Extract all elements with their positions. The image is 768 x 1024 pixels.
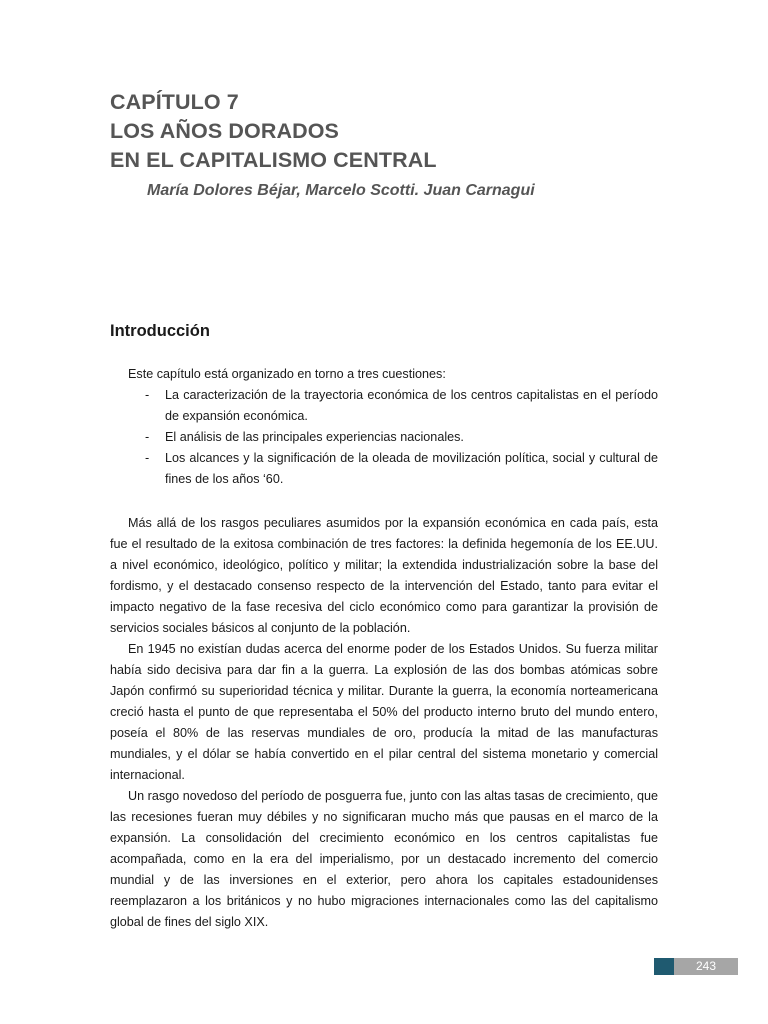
page-number: 243 (674, 958, 738, 975)
paragraph: Más allá de los rasgos peculiares asumidos por la expansión económica en cada país, esta fue el resultado de la exitosa combinación de tres factores: la definida hegemonía de los EE.UU. a nivel económico, ideológico, político y militar; la extendida industrialización sobre la base del fordismo, y el destacado consenso respecto de la intervención del Estado, tanto para evitar el impacto negativo de la fase recesiva del ciclo económico como para garantizar la provisión de servicios sociales básicos al conjunto de la población. (110, 516, 658, 635)
chapter-heading (110, 88, 670, 175)
bullet-dash: - (145, 388, 150, 402)
paragraph: Un rasgo novedoso del período de posguerra fue, junto con las altas tasas de crecimiento, que las recesiones fueran muy débiles y no significaran mucho más que pausas en el marco de la expansión. La consolidación del crecimiento económico en los centros capitalistas fue acompañada, como en la era del imperialismo, por un destacado incremento del comercio mundial y de las inversiones en el exterior, pero ahora los capitales estadounidenses reemplazaron a los británicos y no hubo migraciones internacionales como las del capitalismo global de fines del siglo XIX. (110, 789, 658, 929)
list-item-text: La caracterización de la trayectoria económica de los centros capitalistas en el período de expansión económica. (165, 388, 658, 423)
section-title: Introducción (110, 322, 210, 340)
page-number-accent (654, 958, 674, 975)
chapter-title-line-1: LOS AÑOS DORADOS (110, 119, 339, 143)
list-item-text: El análisis de las principales experiencias nacionales. (165, 430, 464, 444)
bullet-dash: - (145, 451, 150, 465)
list-item (110, 427, 658, 448)
list-item (110, 385, 658, 427)
body-paragraphs (110, 513, 658, 933)
questions-list (110, 385, 658, 490)
list-item-text: Los alcances y la significación de la oleada de movilización política, social y cultural de fines de los años ‘60. (165, 451, 658, 486)
bullet-dash: - (145, 430, 150, 444)
chapter-authors: María Dolores Béjar, Marcelo Scotti. Juan Carnagui (147, 182, 535, 199)
paragraph: En 1945 no existían dudas acerca del enorme poder de los Estados Unidos. Su fuerza militar había sido decisiva para dar fin a la guerra. La explosión de las dos bombas atómicas sobre Japón confirmó su superioridad técnica y militar. Durante la guerra, la economía norteamericana creció hasta el punto de que representaba el 50% del producto interno bruto del mundo entero, poseía el 80% de las reservas mundiales de oro, producía la mitad de las manufacturas mundiales, y el dólar se había convertido en el pilar central del sistema monetario y comercial internacional. (110, 642, 658, 782)
page-number-bar (654, 958, 738, 975)
list-item (110, 448, 658, 490)
chapter-number: CAPÍTULO 7 (110, 90, 239, 114)
chapter-title-line-2: EN EL CAPITALISMO CENTRAL (110, 148, 437, 172)
intro-sentence: Este capítulo está organizado en torno a tres cuestiones: (128, 367, 446, 381)
